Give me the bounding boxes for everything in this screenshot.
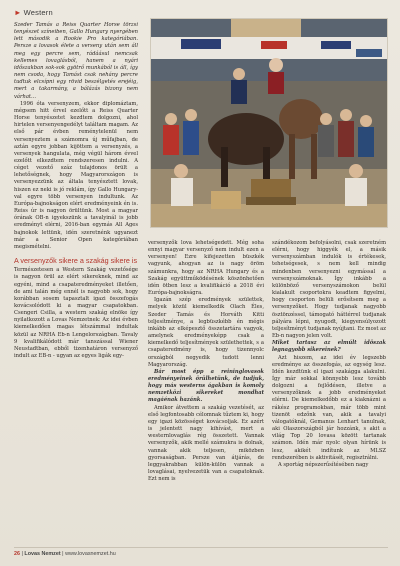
article-column-1 <box>14 22 138 360</box>
section-header <box>14 8 53 17</box>
article-paragraph: versenyzők lova lehetségedett. Még soha ennyi magyar versenyző nem indult ezen a versenyen! Ezre kifejezetten büszkék vagyunk, ahogyan az is nagy öröm számunkra, hogy az NRHA Hungary és a Szakág együttműködésének köszönhetően idén ötben lesz a kvalifikáció a 2018 évi Európa-bajnokságra. <box>148 240 264 297</box>
article-paragraph: 1996 óta versenyzem, ekkor diplomáztam, mégsem hitt érvel ezelőtt a Reiss Quarter Horse tenyészetet kezdtem dolgozni, ahol hirtelen versenyengedélyt találtam magam. Az első pár évben reménytelenül nem versenyeztem a számomra új műfajban, de aztán egyre jobban kijöttem a versenyzés, a versenyek hangulata, még végül három évvel ezelőtt elkezdtem rendszeresen indulni. A céget vezető száz tulajdonos örült a lehetőségnek, hogy Magyarországon is versenyezzünk az általa tenyésztett lovak, hiszen ez neki is jó reklám, így Gallo Hungary-val egyre több versenyen indultunk. Az Európa-bajnokságon elért eredményeink én is. Reiss úr is nagyon örültünk. Most a magyar órának OB-n igyekszünk a tavalyinál is jobb eredményt elérni, 2016-ban egymás All Ages bajnokok lettünk, idén szeretnénk ugyanezt már a Senior Open kategóriában megismételni. <box>14 100 138 250</box>
article-paragraph: Igazán szép eredmények születtek, melyek közül kiemelkedik Olach Éles, Szeder Tamás és Horváth Kitti teljesítménye, a legbüszkébb én mégis inkább az elképesztő összetartára vagyok, amelynek eredményeképp csak a kiemelkedő teljesítmények születhettek, s a csapateredmény is, hogy tizennyolc országból negyedik tudott lenni Magyarország. <box>148 297 264 368</box>
article-lead: Szeder Tamás a Reiss Quarter Horse törzsi tenyészet színeiben, Gallo Hungary nyergében lett második a Rookie Pro kategóriában. Persze a lovasok élete a verseny után sem áll meg egy percre sem, rádáásul nemcsak kellemes lovaglásból, hanem a nyári időszakban sok-sok gyötrő munkából is áll, így nem csoda, hogy Tamást csak nehány percre tudtuk elcsípni egy rövid beszélgetés erejéig, mert a takarmány, a bálázás bizony nem várhat... <box>14 22 138 100</box>
article-column-2 <box>148 240 264 483</box>
page-number: 26 <box>14 551 20 557</box>
article-paragraph: Amikor átvettem a szakág vezetését, az első legfontosabb célomnak tűztem ki, hogy egy igazi közösséget kovácsoljak. Ez azért is jelentett nagy kihívást, mert a westernlovaglás rég összetett. Vannak versenyzők, akik mellé számukra is dolnak, vannak akik teljesen, miközben gyorsaságban. Persze van átjárás, de leggyakrabban külön-külön vannak a lovaglásai, nyelvezetük van a csapatoknak. Ezt nem is <box>148 404 264 483</box>
article-quote: Bár most épp a reininglovasok eredményeinek örülhetünk, de tudjuk, hogy más westerns ágakban is komoly nemzetközi sikereket mondhat magáénak hazánk. <box>148 368 264 404</box>
article-paragraph: Természetesen a Western Szakág vezetősége is nagyon örül az elért sikereknek, mind az egyéni, mind a csapateredményeket illetően, de ami talán még ennél is nagyobb sok, hogy korábban sosem tapasztalt igazi összefogás kovácsolódott ki a magyar csapatokban. Csengeri Csilla, a western szakág elnöke így nyilatkozott a Lovas Nemzetnek: Az idei évben kiemelkedően magas létszámmal indultak közül az NRHA Eb-n Lengelországban. Tavaly 9 kvalifikálódott már tanszással Wiener Neustadtban, ebből tizenhatáron versenyző indult az EB-n - ugyan az egyes ligák egy- <box>14 267 138 360</box>
article-paragraph: A sportág népszerűsítésében nagy <box>278 461 369 468</box>
article-column-3 <box>272 240 386 469</box>
interview-question: Miket tartasz az elmúlt időszak legnagyobb sikereinek? <box>272 340 386 354</box>
magazine-website: www.lovasnemzet.hu <box>65 551 116 557</box>
section-arrow-icon: ► <box>14 8 22 17</box>
section-title: Western <box>23 8 53 17</box>
page-footer: 26 | Lovas Nemzet | www.lovasnemzet.hu <box>14 547 388 557</box>
article-subheading: A versenyzők sikere a szakág sikere is <box>14 256 138 265</box>
article-paragraph: Azt hiszem, az idei év legszebb eredménye az összefogás, az egység lesz. Idén kezdtünk el igazi szakágga alakulni. Így már sokkal könnyebb lesz tovább dolgozni a fejlődésen, illetve a versenyzőknek a jobb eredményeket elérni. De kiemelkedőbb ez a kiaknázni a rákész programokban, már több mint tizenöt edzőnk van, akik a tavalyi válogatóknál, Gemanus Lenhart tanulnak, aki Olaszországból jár hozzánk, s akit a világ Top 20 lovasa között tartanak számon. Idén már nyolc olyan hírünk is lesz, akikét indítunk az MLSZ rendszerében is aktivitásét, regisztrálni. <box>272 354 386 461</box>
article-photo <box>150 18 388 228</box>
article-paragraph: szándékozom befolyásolni, csak szeretném elérni, hogy higgyék el, a másik versenyszámban indulók is értékesek, tehetségesek, s nem kell mindig mindenben versenyezni egymással a versenyszámoknak. Így inkább a különböző versenyszámokon belül kialakult csoportokra keadtem figyelmi, hogy csoporton belüli erősítsem meg a versenyzőket. Hogy tudjanak nagyobb ösztönzéssel, támogató háttérrel tudjanak pályára lépni, nyugodt, kiegyensúlyozott teljesítményt tudjanak nyújtani. Ez most az Eb-n nagyon jelen volt. <box>272 240 386 340</box>
magazine-name: Lovas Nemzet <box>24 551 61 557</box>
